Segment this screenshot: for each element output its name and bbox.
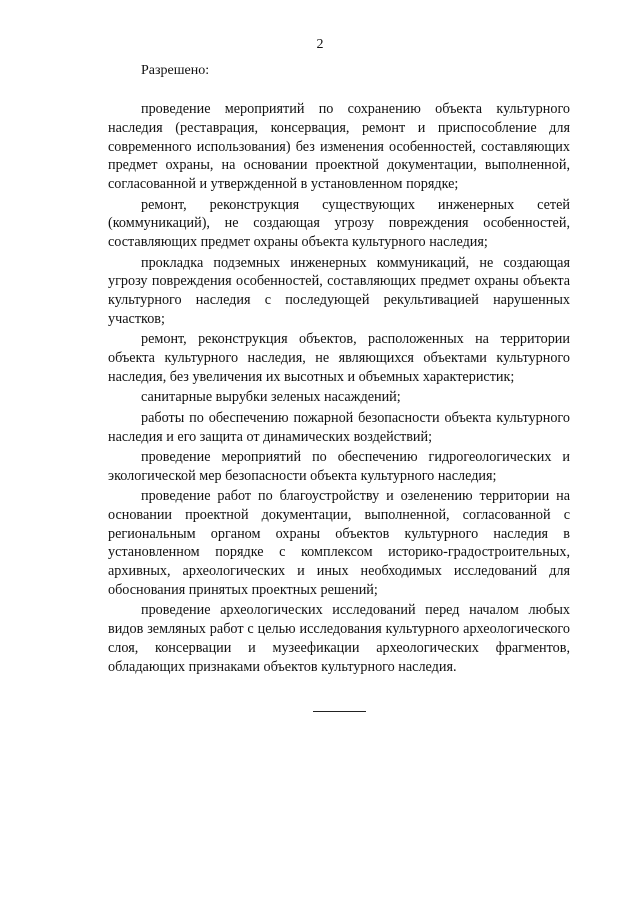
list-item: работы по обеспечению пожарной безопасности объекта культурного наследия и его защита от динамических воздействий;: [108, 409, 570, 445]
list-item: санитарные вырубки зеленых насаждений;: [141, 389, 401, 406]
document-body: [108, 100, 570, 678]
list-item: проведение работ по благоустройству и озеленению территории на основании проектной документации, выполненной, согласованной с региональным органом охраны объектов культурного наследия в установленном порядке с комплексом историко-градостроительных, архивных, археологических и иных необходимых исследований для обоснования принятых проектных решений;: [108, 488, 570, 599]
list-item: ремонт, реконструкция существующих инженерных сетей (коммуникаций), не создающая угрозу повреждения особенностей, составляющих предмет охраны объекта культурного наследия;: [108, 196, 570, 251]
list-item: прокладка подземных инженерных коммуникаций, не создающая угрозу повреждения особенностей, составляющих предмет охраны объекта культурного наследия с последующей рекультивацией нарушенных участков;: [108, 254, 570, 327]
list-item: проведение археологических исследований перед началом любых видов земляных работ с целью исследования культурного археологического слоя, консервации и музеефикации археологических фрагментов, обладающих признаками объектов культурного наследия.: [108, 602, 570, 675]
page-number: 2: [316, 37, 324, 52]
end-of-document-line: [313, 711, 366, 712]
list-item: проведение мероприятий по обеспечению гидрогеологических и экологической мер безопасности объекта культурного наследия;: [108, 448, 570, 484]
list-item: проведение мероприятий по сохранению объекта культурного наследия (реставрация, консервация, ремонт и приспособление для современного использования) без изменения особенностей, составляющих предмет охраны, на основании проектной документации, выполненной, согласованной и утвержденной в установленном порядке;: [108, 101, 570, 193]
section-heading: Разрешено:: [141, 63, 210, 78]
list-item: ремонт, реконструкция объектов, расположенных на территории объекта культурного наследия, не являющихся объектами культурного наследия, без увеличения их высотных и объемных характеристик;: [108, 331, 570, 385]
